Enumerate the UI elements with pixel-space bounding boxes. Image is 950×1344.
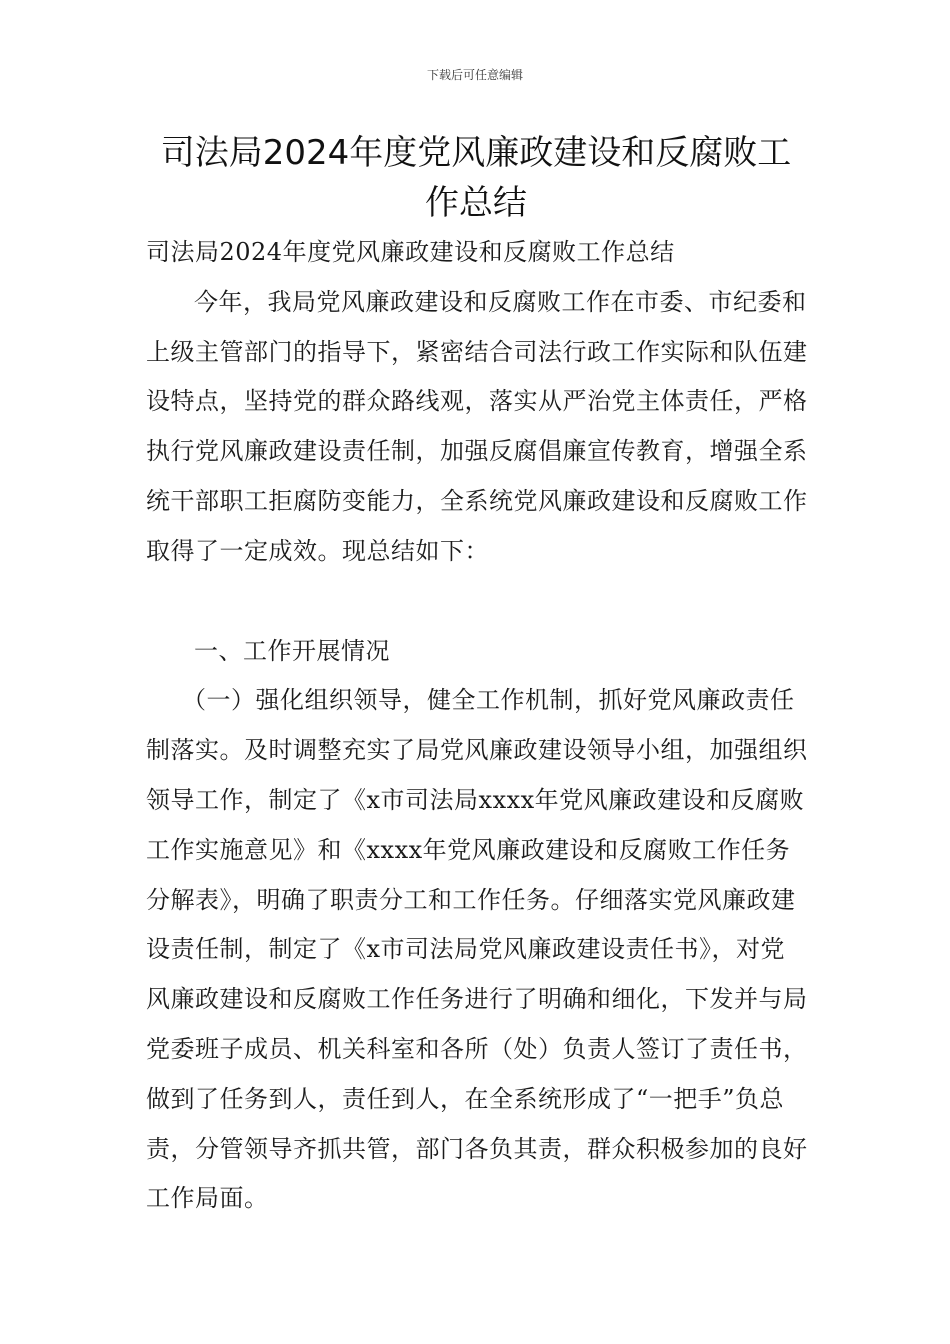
subtitle-line: 司法局2024年度党风廉政建设和反腐败工作总结 bbox=[146, 238, 675, 266]
document-body bbox=[146, 228, 808, 1224]
section-paragraph: （一）强化组织领导，健全工作机制，抓好党风廉政责任制落实。及时调整充实了局党风廉政建设领导小组，加强组织领导工作，制定了《x市司法局xxxx年党风廉政建设和反腐败工作实施意见》和《xxxx年党风廉政建设和反腐败工作任务分解表》，明确了职责分工和工作任务。仔细落实党风廉政建设责任制，制定了《x市司法局党风廉政建设责任书》，对党风廉政建设和反腐败工作任务进行了明确和细化，下发并与局党委班子成员、机关科室和各所（处）负责人签订了责任书，做到了任务到人，责任到人，在全系统形成了“一把手”负总责，分管领导齐抓共管，部门各负其责，群众积极参加的良好工作局面。 bbox=[146, 686, 808, 1213]
section-heading: 一、工作开展情况 bbox=[194, 636, 390, 665]
header-note: 下载后可任意编辑 bbox=[426, 68, 523, 82]
paragraph-spacer bbox=[146, 577, 808, 627]
document-title: 司法局2024年度党风廉政建设和反腐败工作总结 bbox=[160, 133, 792, 223]
intro-paragraph: 今年，我局党风廉政建设和反腐败工作在市委、市纪委和上级主管部门的指导下，紧密结合司法行政工作实际和队伍建设特点，坚持党的群众路线观，落实从严治党主体责任，严格执行党风廉政建设责任制，加强反腐倡廉宣传教育，增强全系统干部职工拒腐防变能力，全系统党风廉政建设和反腐败工作取得了一定成效。现总结如下： bbox=[146, 287, 808, 565]
